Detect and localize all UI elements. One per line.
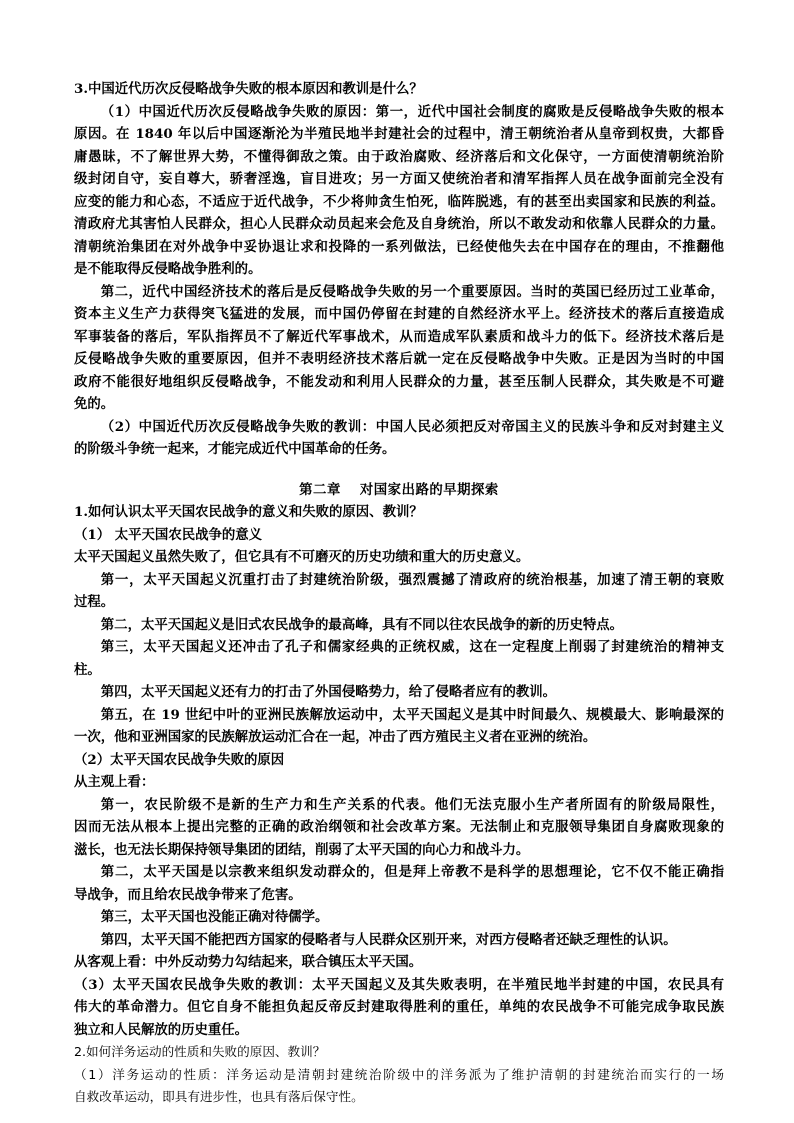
paragraph-line: 是不能取得反侵略战争胜利的。 (74, 261, 262, 277)
paragraph-line: 第三，太平天国起义还冲击了孔子和儒家经典的正统权威，这在一定程度上削弱了封建统治的精神支 (100, 639, 724, 655)
paragraph-line: 过程。 (74, 594, 115, 610)
paragraph-line: 资本主义生产力获得突飞猛进的发展，而中国仍停留在封建的自然经济水平上。经济技术的落后直接造成 (74, 306, 724, 322)
paragraph-line: 一次，他和亚洲国家的民族解放运动汇合在一起，冲击了西方殖民主义者在亚洲的统治。 (74, 729, 597, 745)
paragraph-line: 导战争，而且给农民战争带来了危害。 (74, 886, 302, 903)
paragraph-line: （1）中国近代历次反侵略战争失败的原因：第一，近代中国社会制度的腐败是反侵略战争失败的根本 (100, 103, 724, 120)
section-heading: （2）太平天国农民战争失败的原因 (74, 751, 285, 768)
chapter2-question-1-title: 1.如何认识太平天国农民战争的意义和失败的原因、教训？ (74, 504, 423, 520)
section-heading: （1） 太平天国农民战争的意义 (74, 526, 263, 543)
paragraph-line: 第三，太平天国也没能正确对待儒学。 (100, 909, 329, 925)
paragraph-line: （3）太平天国农民战争失败的教训：太平天国起义及其失败表明，在半殖民地半封建的中国，农民具有 (74, 976, 724, 993)
paragraph-line: 伟大的革命潜力。但它自身不能担负起反帝反封建取得胜利的重任，单纯的农民战争不可能完成争取民族 (74, 999, 724, 1015)
chapter2-question-2-title: 2.如何洋务运动的性质和失败的原因、教训？ (74, 1044, 326, 1059)
paragraph-line: 清朝统治集团在对外战争中妥协退让求和投降的一系列做法，已经使他失去在中国存在的理由，不推翻他 (74, 238, 724, 255)
question-3-lessons (74, 416, 724, 461)
paragraph-line: 第一，农民阶级不是新的生产力和生产关系的代表。他们无法克服小生产者所固有的阶级局限性， (100, 796, 724, 813)
paragraph-line: 级封闭自守，妄自尊大，骄奢淫逸，盲目进攻；另一方面又使统治者和清军指挥人员在战争面前完全没有 (74, 171, 724, 187)
paragraph-line: 政府不能很好地组织反侵略战争，不能发动和利用人民群众的力量，甚至压制人民群众，其失败是不可避 (74, 373, 724, 390)
paragraph-line: 太平天国起义虽然失败了，但它具有不可磨灭的历史功绩和重大的历史意义。 (74, 549, 530, 565)
subsection-heading: 从主观上看： (74, 774, 155, 790)
paragraph-line: 第五，在 19 世纪中叶的亚洲民族解放运动中，太平天国起义是其中时间最久、规模最大、影响最深的 (100, 706, 724, 723)
question-3-answer-part-1 (74, 101, 724, 281)
chapter-title: 第二章 对国家出路的早期探索 (299, 481, 499, 498)
paragraph-line: 第二，太平天国是以宗教来组织发动群众的，但是拜上帝教不是科学的思想理论，它不仅不能正确指 (100, 864, 724, 880)
paragraph-line: 清政府尤其害怕人民群众，担心人民群众动员起来会危及自身统治，所以不敢发动和依靠人民群众的力量。 (74, 216, 724, 232)
paragraph-line: 第四，太平天国不能把西方国家的侵略者与人民群众区别开来，对西方侵略者还缺乏理性的认识。 (100, 931, 677, 948)
question-3-title: 3.中国近代历次反侵略战争失败的根本原因和教训是什么？ (74, 81, 423, 97)
paragraph-line: 第一，太平天国起义沉重打击了封建统治阶级，强烈震撼了清政府的统治根基，加速了清王朝的衰败 (100, 571, 724, 588)
paragraph-line: （2）中国近代历次反侵略战争失败的教训：中国人民必须把反对帝国主义的民族斗争和反对封建主义 (100, 418, 724, 435)
paragraph-line: 柱。 (74, 661, 101, 678)
paragraph-line: 原因。在 1840 年以后中国逐渐沦为半殖民地半封建社会的过程中，清王朝统治者从皇帝到权贵，大都昏 (74, 126, 724, 142)
paragraph-line: 反侵略战争失败的重要原因，但并不表明经济技术落后就一定在反侵略战争中失败。正是因为当时的中国 (74, 351, 724, 367)
paragraph-line: 庸愚昧，不了解世界大势，不懂得御敌之策。由于政治腐败、经济落后和文化保守，一方面使清朝统治阶 (74, 148, 724, 165)
paragraph-line: 独立和人民解放的历史重任。 (74, 1021, 249, 1038)
paragraph-line: 第二，近代中国经济技术的落后是反侵略战争失败的另一个重要原因。当时的英国已经历过工业革命， (100, 283, 724, 300)
document-page (74, 78, 724, 1109)
paragraph-line: 自救改革运动，即具有进步性，也具有落后保守性。 (74, 1089, 364, 1104)
paragraph-line: 免的。 (74, 396, 115, 412)
paragraph-line: 应变的能力和心态，不适应于近代战争，不少将帅贪生怕死，临阵脱逃，有的甚至出卖国家和民族的利益。 (74, 193, 724, 210)
paragraph-line: 滋长，也无法长期保持领导集团的团结，削弱了太平天国的向心力和战斗力。 (74, 841, 530, 858)
paragraph-line: 因而无法从根本上提出完整的正确的政治纲领和社会改革方案。无法制止和克服领导集团自身腐败现象的 (74, 819, 724, 835)
paragraph-line: 第二，太平天国起义是旧式农民战争的最高峰，具有不同以往农民战争的新的历史特点。 (100, 616, 624, 633)
question-3-answer-part-2 (74, 281, 724, 416)
paragraph-line: （1）洋务运动的性质：洋务运动是清朝封建统治阶级中的洋务派为了维护清朝的封建统治而实行的一场 (74, 1066, 724, 1082)
paragraph-line: 的阶级斗争统一起来，才能完成近代中国革命的任务。 (74, 441, 396, 457)
paragraph-line: 从客观上看：中外反动势力勾结起来，联合镇压太平天国。 (74, 954, 423, 970)
paragraph-line: 军事装备的落后，军队指挥员不了解近代军事战术，从而造成军队素质和战斗力的低下。经济技术落后是 (74, 328, 724, 345)
paragraph-line: 第四，太平天国起义还有力的打击了外国侵略势力，给了侵略者应有的教训。 (100, 684, 557, 700)
